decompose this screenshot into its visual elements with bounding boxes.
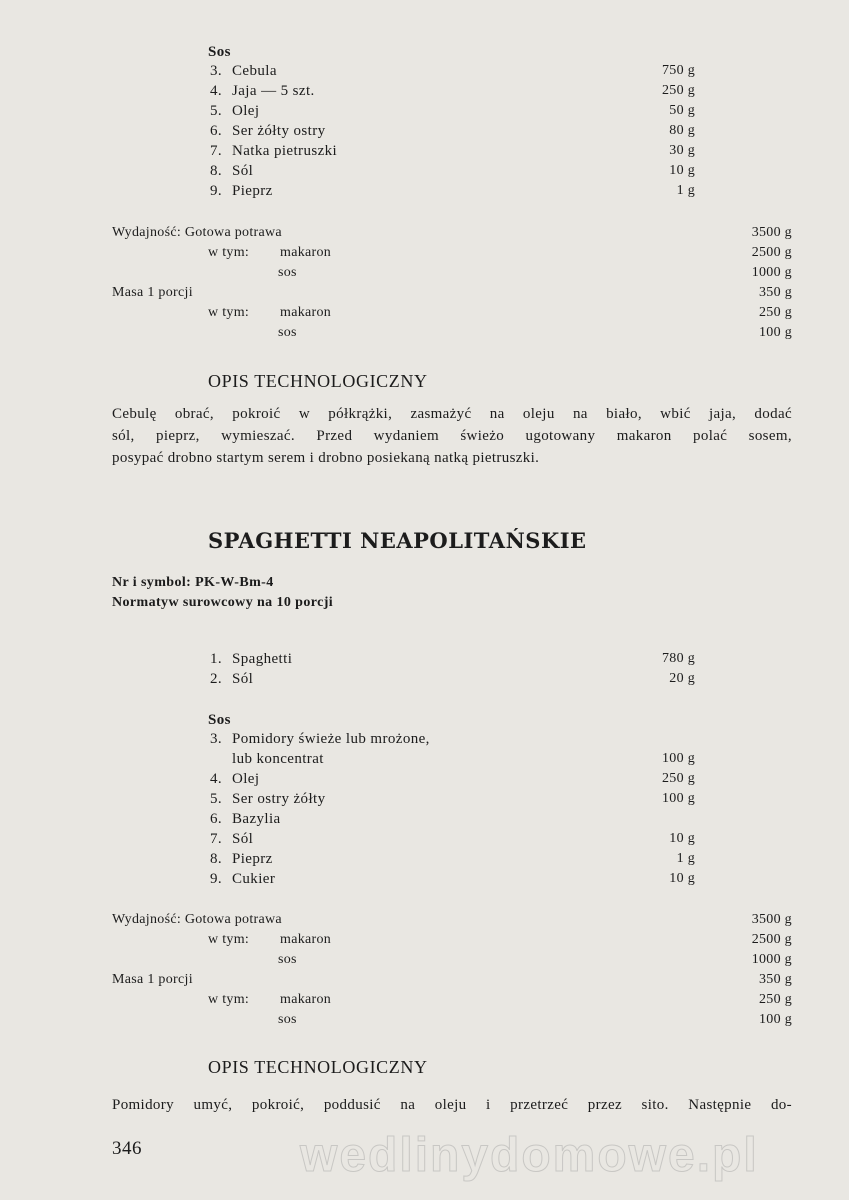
ingredient-name: Ser ostry żółty <box>232 791 326 807</box>
ingredient-name: Pieprz <box>232 183 273 199</box>
ingredient-number: 7. <box>209 143 222 159</box>
ingredient-number: 7. <box>209 831 222 847</box>
ingredient-name: Sól <box>232 671 254 687</box>
yield-sauce-label: sos <box>278 952 297 967</box>
recipe-symbol: Nr i symbol: PK-W-Bm-4 <box>112 575 274 590</box>
ingredient-name: Pieprz <box>232 851 273 867</box>
ingredient-number: 8. <box>209 851 222 867</box>
yield-pasta: 2500 g <box>751 932 792 947</box>
tech-line: Pomidory umyć, pokroić, poddusić na oleju i przetrzeć przez sito. Następnie do- <box>112 1097 792 1113</box>
ingredient-quantity: 1 g <box>676 183 695 198</box>
portion-pasta: 250 g <box>759 305 792 320</box>
watermark: wedlinydomowe.pl <box>300 1129 759 1182</box>
ingredient-quantity: 30 g <box>669 143 695 158</box>
ingredient-name: Sól <box>232 163 254 179</box>
portion-total: 350 g <box>759 285 792 300</box>
ingredient-quantity: 250 g <box>662 83 695 98</box>
ingredient-number: 3. <box>209 63 222 79</box>
portion-sauce-label: sos <box>278 1012 297 1027</box>
ingredient-number: 1. <box>209 651 222 667</box>
yield-w-tym: w tym: <box>208 245 250 260</box>
portion-w-tym: w tym: <box>208 305 250 320</box>
ingredient-number: 4. <box>209 83 222 99</box>
portion-sauce: 100 g <box>759 1012 792 1027</box>
yield-pasta-label: makaron <box>280 932 332 947</box>
yield-sauce-label: sos <box>278 265 297 280</box>
ingredient-quantity: 50 g <box>669 103 695 118</box>
page-number: 346 <box>112 1138 142 1159</box>
portion-label: Masa 1 porcji <box>112 972 193 987</box>
yield-pasta-label: makaron <box>280 245 332 260</box>
ingredient-quantity: 100 g <box>662 791 695 806</box>
tech-line: Cebulę obrać, pokroić w półkrążki, zasmażyć na oleju na biało, wbić jaja, dodać <box>112 406 792 422</box>
yield-label: Wydajność: Gotowa potrawa <box>112 912 282 927</box>
sauce-label: Sos <box>208 712 231 728</box>
ingredient-name: Jaja — 5 szt. <box>232 83 315 99</box>
tech-heading: OPIS TECHNOLOGICZNY <box>208 371 428 391</box>
ingredient-number: 4. <box>209 771 222 787</box>
portion-sauce: 100 g <box>759 325 792 340</box>
portion-pasta-label: makaron <box>280 992 332 1007</box>
ingredient-quantity: 20 g <box>669 671 695 686</box>
ingredient-name: Cebula <box>232 63 277 79</box>
yield-total: 3500 g <box>751 225 792 240</box>
ingredient-quantity: 10 g <box>669 163 695 178</box>
ingredient-name: Bazylia <box>232 811 281 827</box>
ingredient-name: Olej <box>232 771 260 787</box>
ingredient-number: 6. <box>209 123 222 139</box>
yield-sauce: 1000 g <box>751 952 792 967</box>
portion-sauce-label: sos <box>278 325 297 340</box>
yield-label: Wydajność: Gotowa potrawa <box>112 225 282 240</box>
portion-total: 350 g <box>759 972 792 987</box>
ingredient-name: Cukier <box>232 871 276 887</box>
recipe-title: SPAGHETTI NEAPOLITAŃSKIE <box>208 528 587 553</box>
sauce-label: Sos <box>208 44 231 60</box>
ingredient-quantity: 750 g <box>662 63 695 78</box>
yield-w-tym: w tym: <box>208 932 250 947</box>
tech-line: posypać drobno startym serem i drobno posiekaną natką pietruszki. <box>112 450 540 466</box>
portion-w-tym: w tym: <box>208 992 250 1007</box>
ingredient-name: Ser żółty ostry <box>232 123 326 139</box>
ingredient-name: Sól <box>232 831 254 847</box>
ingredient-quantity: 10 g <box>669 831 695 846</box>
ingredient-name: Natka pietruszki <box>232 143 338 159</box>
recipe-norm: Normatyw surowcowy na 10 porcji <box>112 595 334 610</box>
ingredient-number: 2. <box>209 671 222 687</box>
portion-label: Masa 1 porcji <box>112 285 193 300</box>
yield-pasta: 2500 g <box>751 245 792 260</box>
ingredient-quantity: 250 g <box>662 771 695 786</box>
ingredient-name: Spaghetti <box>232 651 293 667</box>
ingredient-quantity: 1 g <box>676 851 695 866</box>
ingredient-quantity: 100 g <box>662 751 695 766</box>
ingredient-quantity: 780 g <box>662 651 695 666</box>
ingredient-number: 3. <box>209 731 222 747</box>
yield-total: 3500 g <box>751 912 792 927</box>
portion-pasta: 250 g <box>759 992 792 1007</box>
ingredient-number: 9. <box>209 871 222 887</box>
tech-line: sól, pieprz, wymieszać. Przed wydaniem świeżo ugotowany makaron polać sosem, <box>112 428 792 444</box>
ingredient-name: Pomidory świeże lub mrożone, <box>232 731 430 747</box>
ingredient-number: 9. <box>209 183 222 199</box>
ingredient-quantity: 10 g <box>669 871 695 886</box>
yield-sauce: 1000 g <box>751 265 792 280</box>
ingredient-name: lub koncentrat <box>232 751 324 767</box>
portion-pasta-label: makaron <box>280 305 332 320</box>
ingredient-number: 5. <box>209 103 222 119</box>
ingredient-number: 5. <box>209 791 222 807</box>
ingredient-number: 6. <box>209 811 222 827</box>
tech-heading: OPIS TECHNOLOGICZNY <box>208 1057 428 1077</box>
ingredient-quantity: 80 g <box>669 123 695 138</box>
ingredient-name: Olej <box>232 103 260 119</box>
ingredient-number: 8. <box>209 163 222 179</box>
